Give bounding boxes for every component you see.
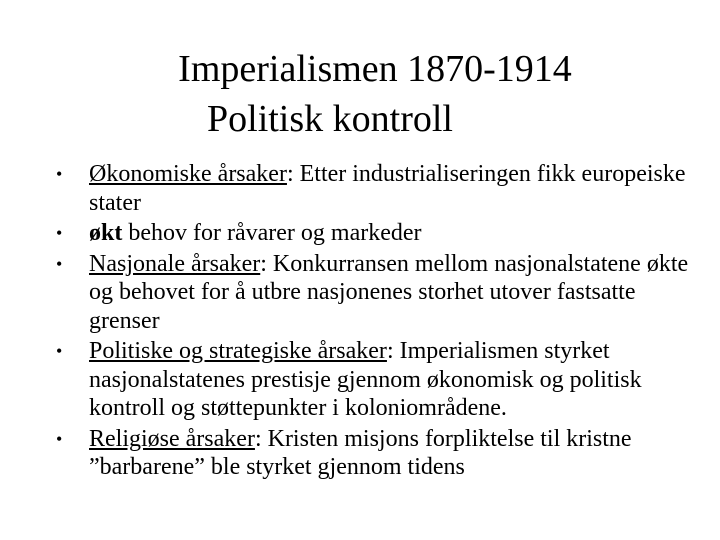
bullet-dot-icon: •: [56, 253, 63, 274]
bullet-list: [52, 160, 702, 484]
bullet-text: : Etter industrialiseringen fikk europeiske stater: [89, 161, 686, 216]
bullet-heading: Nasjonale årsaker: [89, 250, 261, 277]
bullet-item-need: [52, 219, 702, 248]
bullet-text: behov for råvarer og markeder: [122, 220, 422, 246]
bullet-heading: Religiøse årsaker: [89, 425, 255, 452]
title-line-2: Politisk kontroll: [207, 98, 453, 140]
bullet-dot-icon: •: [56, 223, 63, 243]
bullet-item-political: [52, 337, 702, 423]
bullet-heading: Økonomiske årsaker: [89, 161, 287, 187]
bullet-item-national: [52, 250, 702, 336]
bullet-dot-icon: •: [56, 341, 63, 361]
bullet-text: : Konkurransen mellom nasjonalstatene økte og behovet for å utbre nasjonenes storhet utover fastsatte grenser: [89, 250, 689, 334]
title-line-1: Imperialismen 1870-1914: [178, 48, 572, 90]
bullet-item-economic: [52, 160, 702, 217]
bullet-dot-icon: •: [56, 164, 63, 184]
bullet-text: : Kristen misjons forpliktelse til kristne ”barbarene” ble styrket gjennom tidens: [89, 425, 632, 480]
bullet-heading: Politiske og strategiske årsaker: [89, 338, 387, 364]
slide-title: [0, 44, 720, 144]
bullet-dot-icon: •: [56, 428, 63, 449]
bullet-text: : Imperialismen styrket nasjonalstatenes prestisje gjennom økonomisk og politisk kontroll og støttepunkter i koloniområdene.: [89, 338, 642, 421]
bullet-item-religious: [52, 425, 702, 482]
bullet-heading: økt: [89, 220, 123, 246]
